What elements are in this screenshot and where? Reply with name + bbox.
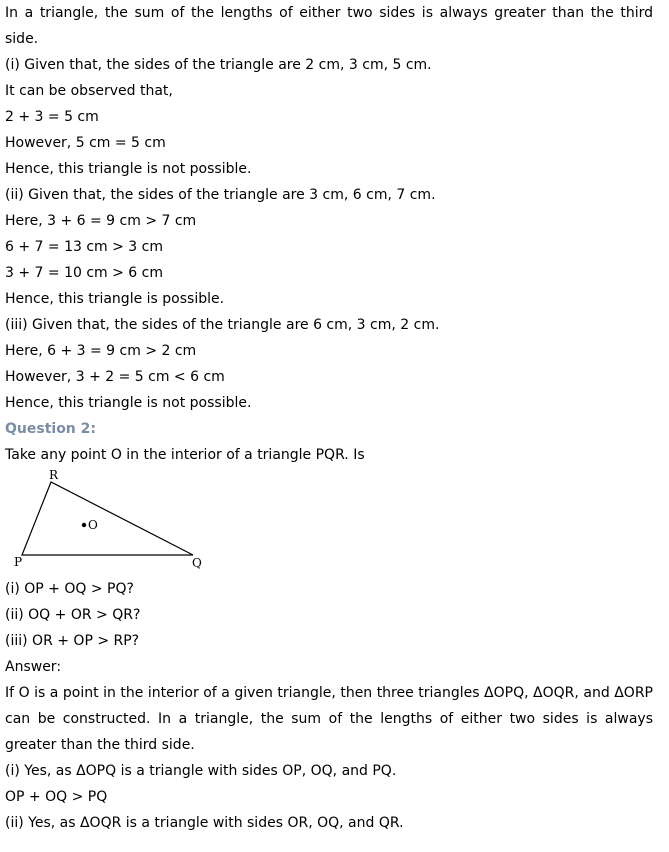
answer-line-3: (ii) Yes, as ΔOQR is a triangle with sides OR, OQ, and QR. <box>5 815 404 831</box>
part1-line1: 2 + 3 = 5 cm <box>5 109 99 125</box>
part1-given: (i) Given that, the sides of the triangle are 2 cm, 3 cm, 5 cm. <box>5 57 432 73</box>
point-o-dot <box>82 523 86 527</box>
answer-paragraph: If O is a point in the interior of a given triangle, then three triangles ΔOPQ, ΔOQR, and ΔORP can be constructed. In a triangle, the sum of the lengths of either two sides is always greater than the third side. <box>5 685 653 753</box>
label-o: O <box>88 518 98 532</box>
question-heading: Question 2: <box>5 421 96 437</box>
label-p: P <box>14 555 23 569</box>
part2-line1: Here, 3 + 6 = 9 cm > 7 cm <box>5 213 197 229</box>
answer-line-1: (i) Yes, as ΔOPQ is a triangle with sides OP, OQ, and PQ. <box>5 763 397 779</box>
question-item-1: (i) OP + OQ > PQ? <box>5 581 134 597</box>
answer-line-2: OP + OQ > PQ <box>5 789 108 805</box>
label-q: Q <box>192 556 202 570</box>
question-prompt: Take any point O in the interior of a triangle PQR. Is <box>5 447 365 463</box>
intro-paragraph: In a triangle, the sum of the lengths of either two sides is always greater than the third side. <box>5 5 653 47</box>
part2-line3: 3 + 7 = 10 cm > 6 cm <box>5 265 163 281</box>
part3-conclusion: Hence, this triangle is not possible. <box>5 395 252 411</box>
part1-conclusion: Hence, this triangle is not possible. <box>5 161 252 177</box>
part2-conclusion: Hence, this triangle is possible. <box>5 291 225 307</box>
part3-line1: Here, 6 + 3 = 9 cm > 2 cm <box>5 343 197 359</box>
triangle-diagram <box>5 468 225 576</box>
part1-line2: However, 5 cm = 5 cm <box>5 135 166 151</box>
answer-label: Answer: <box>5 659 62 675</box>
part3-given: (iii) Given that, the sides of the triangle are 6 cm, 3 cm, 2 cm. <box>5 317 440 333</box>
document-page <box>5 0 653 836</box>
triangle-pqr <box>22 482 193 555</box>
part3-line2: However, 3 + 2 = 5 cm < 6 cm <box>5 369 225 385</box>
label-r: R <box>49 468 59 482</box>
triangle-figure <box>5 468 225 576</box>
part1-observed: It can be observed that, <box>5 83 173 99</box>
question-item-3: (iii) OR + OP > RP? <box>5 633 140 649</box>
part2-line2: 6 + 7 = 13 cm > 3 cm <box>5 239 163 255</box>
question-item-2: (ii) OQ + OR > QR? <box>5 607 141 623</box>
part2-given: (ii) Given that, the sides of the triangle are 3 cm, 6 cm, 7 cm. <box>5 187 436 203</box>
